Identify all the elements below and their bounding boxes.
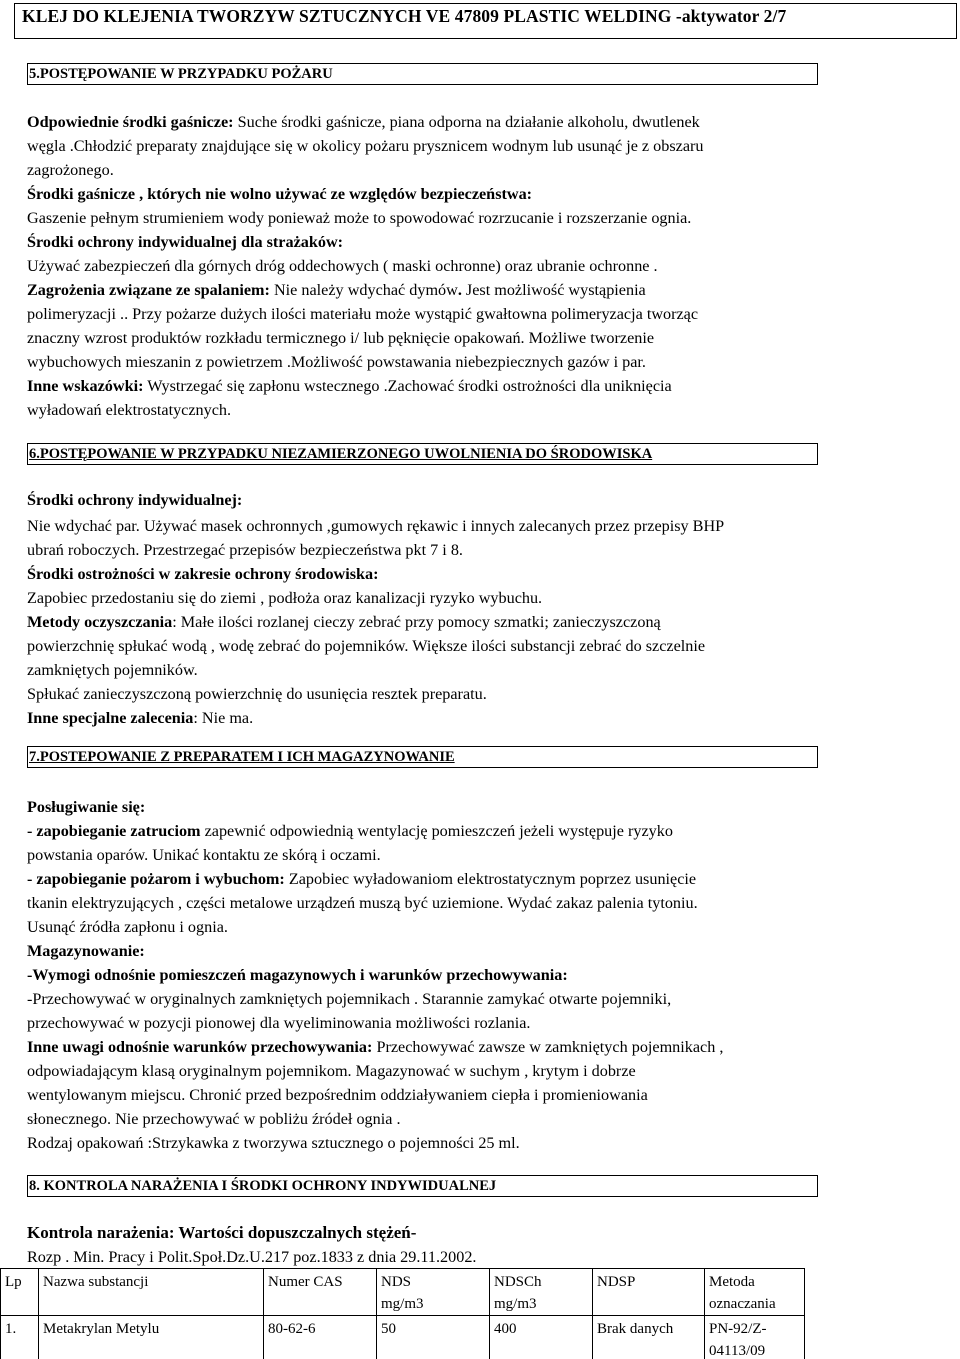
s5-extinguishers-label: Odpowiednie środki gaśnicze: (27, 113, 234, 131)
table-header-row (1, 1269, 805, 1316)
header-ndsp: NDSP (593, 1269, 705, 1316)
cell-lp: 1. (1, 1316, 39, 1359)
s7-fire-label: - zapobieganie pożarom i wybuchom: (27, 870, 285, 888)
s6-protection-label: Środki ochrony indywidualnej: (27, 491, 243, 509)
s6-line-8: zamkniętych pojemników. (27, 661, 198, 679)
cell-name: Metakrylan Metylu (39, 1316, 264, 1359)
header-lp: Lp (1, 1269, 39, 1316)
s5-line-11: wybuchowych mieszanin z powietrzem .Możliwość powstawania niebezpiecznych gazów i par. (27, 353, 646, 371)
s5-line-4 (27, 182, 532, 206)
s7-line-4: - zapobieganie pożarom i wybuchom: Zapobiec wyładowaniom elektrostatycznym poprzez usunięcie (27, 870, 697, 888)
exposure-limits-table (0, 1268, 805, 1359)
cell-ndsp: Brak danych (593, 1316, 705, 1359)
s7-line-12: odpowiadającym klasą oryginalnym pojemnikom. Magazynować w suchym , krytym i dobrze (27, 1062, 636, 1080)
section-5-title: 5.POSTĘPOWANIE W PRZYPADKU POŻARU (29, 66, 333, 82)
s6-line-6: Metody oczyszczania: Małe ilości rozlanej cieczy zebrać przy pomocy szmatki; zanieczyszczoną (27, 613, 661, 631)
s7-poisoning-label: - zapobieganie zatruciom (27, 822, 201, 840)
s5-line-7: Używać zabezpieczeń dla górnych dróg oddechowych ( maski ochronne) oraz ubranie ochronne . (27, 257, 658, 275)
header-cas: Numer CAS (264, 1269, 377, 1316)
s6-line-1 (27, 488, 242, 512)
s5-line-1: Odpowiednie środki gaśnicze: Suche środki gaśnicze, piana odporna na działanie alkoholu, dwutlenek (27, 113, 700, 131)
s8-line-2: Rozp . Min. Pracy i Polit.Społ.Dz.U.217 poz.1833 z dnia 29.11.2002. (27, 1248, 477, 1266)
cell-method: PN-92/Z- 04113/09 (705, 1316, 805, 1359)
section-8-title: 8. KONTROLA NARAŻENIA I ŚRODKI OCHRONY INDYWIDUALNEJ (29, 1178, 497, 1194)
s6-line-3: ubrań roboczych. Przestrzegać przepisów bezpieczeństwa pkt 7 i 8. (27, 541, 463, 559)
s6-environment-label: Środki ostrożności w zakresie ochrony środowiska: (27, 565, 379, 583)
s6-line-4 (27, 562, 379, 586)
s5-forbidden-label: Środki gaśnicze , których nie wolno używać ze względów bezpieczeństwa: (27, 185, 533, 203)
s5-line-12: Inne wskazówki: Wystrzegać się zapłonu wstecznego .Zachować środki ostrożności dla uniknięcia (27, 377, 672, 395)
s5-other-label: Inne wskazówki: (27, 377, 144, 395)
s7-line-11: Inne uwagi odnośnie warunków przechowywania: Przechowywać zawsze w zamkniętych pojemnikach , (27, 1038, 724, 1056)
s7-line-2: - zapobieganie zatruciom zapewnić odpowiednią wentylację pomieszczeń jeżeli występuje ryzyko (27, 822, 673, 840)
s8-exposure-label: Kontrola narażenia: Wartości dopuszczalnych stężeń- (27, 1223, 417, 1242)
header-method: Metoda oznaczania (705, 1269, 805, 1316)
s6-line-2: Nie wdychać par. Używać masek ochronnych ,gumowych rękawic i innych zalecanych przez przepisy BHP (27, 517, 725, 535)
s7-handling-label: Posługiwanie się: (27, 798, 146, 816)
s5-line-8: Zagrożenia związane ze spalaniem: Nie należy wdychać dymów. Jest możliwość wystąpienia (27, 281, 646, 299)
s7-line-7 (27, 939, 145, 963)
s7-line-6: Usunąć źródła zapłonu i ognia. (27, 918, 228, 936)
s6-cleaning-label: Metody oczyszczania (27, 613, 173, 631)
s7-line-9: -Przechowywać w oryginalnych zamkniętych pojemnikach . Starannie zamykać otwarte pojemniki, (27, 990, 672, 1008)
cell-nds: 50 (377, 1316, 490, 1359)
s7-line-8 (27, 963, 568, 987)
s7-requirements-label: -Wymogi odnośnie pomieszczeń magazynowych i warunków przechowywania: (27, 966, 568, 984)
header-name: Nazwa substancji (39, 1269, 264, 1316)
header-ndsch: NDSCh mg/m3 (490, 1269, 593, 1316)
s6-special-label: Inne specjalne zalecenia (27, 709, 194, 727)
s7-storage-label: Magazynowanie: (27, 942, 145, 960)
s7-line-15: Rodzaj opakowań :Strzykawka z tworzywa sztucznego o pojemności 25 ml. (27, 1134, 520, 1152)
s5-line-9: polimeryzacji .. Przy pożarze dużych ilości materiału może wystąpić gwałtowna polimeryzacja tworząc (27, 305, 699, 323)
table-row (1, 1316, 805, 1359)
header-nds: NDS mg/m3 (377, 1269, 490, 1316)
s5-hazards-label: Zagrożenia związane ze spalaniem: (27, 281, 270, 299)
s7-line-3: powstania oparów. Unikać kontaktu ze skórą i oczami. (27, 846, 381, 864)
s5-line-2: węgla .Chłodzić preparaty znajdujące się w okolicy pożaru prysznicem wodnym lub usunąć je z obszaru (27, 137, 704, 155)
s5-line-6 (27, 230, 343, 254)
s5-line-13: wyładowań elektrostatycznych. (27, 401, 232, 419)
s5-line-5: Gaszenie pełnym strumieniem wody ponieważ może to spowodować rozrzucanie i rozszerzanie ognia. (27, 209, 692, 227)
document-title: KLEJ DO KLEJENIA TWORZYW SZTUCZNYCH VE 47809 PLASTIC WELDING -aktywator 2/7 (22, 6, 787, 26)
s6-line-10: Inne specjalne zalecenia: Nie ma. (27, 709, 254, 727)
s5-firefighters-label: Środki ochrony indywidualnej dla strażaków: (27, 233, 344, 251)
cell-ndsch: 400 (490, 1316, 593, 1359)
cell-cas: 80-62-6 (264, 1316, 377, 1359)
s7-line-10: przechowywać w pozycji pionowej dla wyeliminowania możliwości rozlania. (27, 1014, 531, 1032)
s7-other-remarks-label: Inne uwagi odnośnie warunków przechowywania: (27, 1038, 373, 1056)
s8-line-1 (27, 1221, 416, 1245)
section-6-title: 6.POSTĘPOWANIE W PRZYPADKU NIEZAMIERZONEGO UWOLNIENIA DO ŚRODOWISKA (29, 446, 653, 462)
s7-line-1 (27, 795, 145, 819)
s7-line-13: wentylowanym miejscu. Chronić przed bezpośrednim oddziaływaniem ciepła i promieniowania (27, 1086, 648, 1104)
s5-line-10: znaczny wzrost produktów rozkładu termicznego i/ lub pęknięcie opakowań. Możliwe tworzenie (27, 329, 655, 347)
s7-line-5: tkanin elektryzujących , części metalowe urządzeń muszą być uziemione. Wydać zakaz palenia tytoniu. (27, 894, 698, 912)
s7-line-14: słonecznego. Nie przechowywać w pobliżu źródeł ognia . (27, 1110, 401, 1128)
s5-line-3: zagrożonego. (27, 161, 114, 179)
section-7-title: 7.POSTEPOWANIE Z PREPARATEM I ICH MAGAZYNOWANIE (29, 749, 455, 765)
s6-line-9: Spłukać zanieczyszczoną powierzchnię do usunięcia resztek preparatu. (27, 685, 487, 703)
s6-line-7: powierzchnię spłukać wodą , wodę zebrać do pojemników. Większe ilości substancji zebrać do szczelnie (27, 637, 706, 655)
s6-line-5: Zapobiec przedostaniu się do ziemi , podłoża oraz kanalizacji ryzyko wybuchu. (27, 589, 543, 607)
